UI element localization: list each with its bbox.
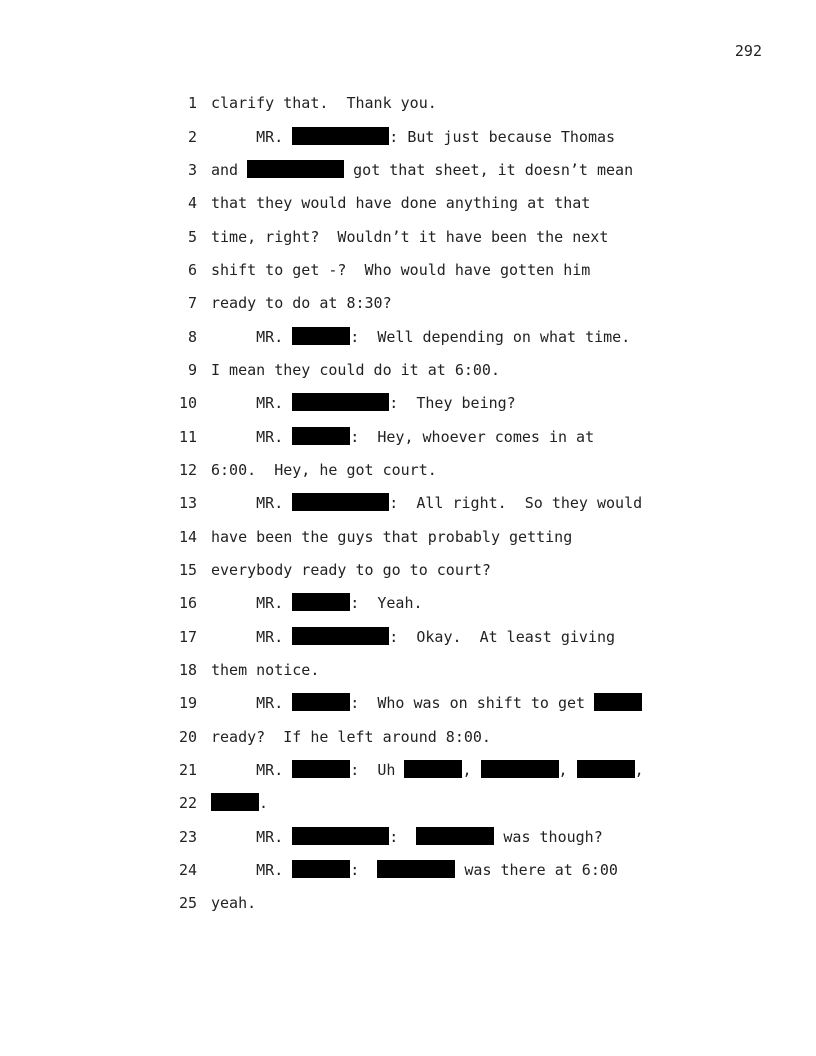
transcript-line — [0, 593, 816, 613]
line-text: MR. : Well depending on what time. — [211, 328, 631, 346]
line-text: and got that sheet, it doesn’t mean — [211, 161, 634, 179]
line-number: 17 — [178, 628, 197, 646]
line-number: 13 — [178, 494, 197, 512]
transcript-line — [0, 227, 816, 247]
transcript-line — [0, 393, 816, 413]
redaction-box — [247, 160, 344, 178]
line-number: 19 — [178, 694, 197, 712]
line-number: 15 — [178, 561, 197, 579]
transcript-line — [0, 193, 816, 213]
line-text: ready? If he left around 8:00. — [211, 728, 491, 746]
line-text: time, right? Wouldn’t it have been the next — [211, 228, 609, 246]
line-text: MR. : Hey, whoever comes in at — [211, 428, 595, 446]
redaction-box — [416, 827, 494, 845]
page-number: 292 — [734, 42, 762, 60]
line-text: MR. : All right. So they would — [211, 494, 643, 512]
line-number: 25 — [178, 894, 197, 912]
line-text: MR. : Who was on shift to get — [211, 693, 642, 713]
line-text: that they would have done anything at that — [211, 194, 591, 212]
line-text: MR. : Okay. At least giving — [211, 628, 616, 646]
line-text: MR. : But just because Thomas — [211, 128, 616, 146]
line-number: 16 — [178, 594, 197, 612]
line-number: 18 — [178, 661, 197, 679]
line-number: 14 — [178, 528, 197, 546]
redaction-box — [577, 760, 635, 778]
line-number: 10 — [178, 394, 197, 412]
redaction-box — [481, 760, 559, 778]
redaction-box — [292, 427, 350, 445]
transcript-line — [0, 627, 816, 647]
line-number: 8 — [187, 328, 197, 346]
line-number: 3 — [187, 161, 197, 179]
line-number: 24 — [178, 861, 197, 879]
line-text: MR. : They being? — [211, 394, 516, 412]
line-number: 4 — [187, 194, 197, 212]
transcript-line — [0, 493, 816, 513]
redaction-box — [292, 593, 350, 611]
transcript-line — [0, 93, 816, 113]
transcript-line — [0, 160, 816, 180]
line-number: 7 — [187, 294, 197, 312]
line-text: MR. : Yeah. — [211, 594, 423, 612]
redaction-box — [594, 693, 642, 711]
redaction-box — [292, 760, 350, 778]
line-text: MR. : was though? — [211, 828, 603, 846]
line-number: 21 — [178, 761, 197, 779]
redaction-box — [377, 860, 455, 878]
line-number: 5 — [187, 228, 197, 246]
transcript-line — [0, 827, 816, 847]
line-text: them notice. — [211, 661, 320, 679]
line-number: 11 — [178, 428, 197, 446]
line-number: 6 — [187, 261, 197, 279]
transcript-line — [0, 293, 816, 313]
transcript-line — [0, 893, 816, 913]
transcript-line — [0, 760, 816, 780]
transcript-line — [0, 727, 816, 747]
line-text: MR. : Uh , , , — [211, 761, 644, 779]
transcript-line — [0, 560, 816, 580]
redaction-box — [404, 760, 462, 778]
line-text: . — [211, 793, 268, 813]
redaction-box — [292, 493, 389, 511]
line-text: shift to get -? Who would have gotten him — [211, 261, 591, 279]
redaction-box — [292, 393, 389, 411]
transcript-line — [0, 427, 816, 447]
line-text: everybody ready to go to court? — [211, 561, 491, 579]
redaction-box — [292, 327, 350, 345]
transcript-line — [0, 660, 816, 680]
line-number: 9 — [187, 361, 197, 379]
transcript-line — [0, 327, 816, 347]
line-number: 22 — [178, 794, 197, 812]
line-text: ready to do at 8:30? — [211, 294, 392, 312]
redaction-box — [292, 827, 389, 845]
line-number: 1 — [187, 94, 197, 112]
line-number: 2 — [187, 128, 197, 146]
line-number: 20 — [178, 728, 197, 746]
transcript-line — [0, 460, 816, 480]
transcript-line — [0, 693, 816, 713]
transcript-line — [0, 793, 816, 813]
line-number: 23 — [178, 828, 197, 846]
line-text: yeah. — [211, 894, 257, 912]
line-number: 12 — [178, 461, 197, 479]
transcript-line — [0, 527, 816, 547]
redaction-box — [292, 127, 389, 145]
redaction-box — [292, 860, 350, 878]
line-text: 6:00. Hey, he got court. — [211, 461, 437, 479]
line-text: clarify that. Thank you. — [211, 94, 437, 112]
transcript-line — [0, 127, 816, 147]
transcript-line — [0, 360, 816, 380]
redaction-box — [292, 693, 350, 711]
redaction-box — [211, 793, 259, 811]
transcript-line — [0, 860, 816, 880]
line-text: MR. : was there at 6:00 — [211, 861, 618, 879]
line-text: have been the guys that probably getting — [211, 528, 573, 546]
transcript-line — [0, 260, 816, 280]
redaction-box — [292, 627, 389, 645]
line-text: I mean they could do it at 6:00. — [211, 361, 500, 379]
